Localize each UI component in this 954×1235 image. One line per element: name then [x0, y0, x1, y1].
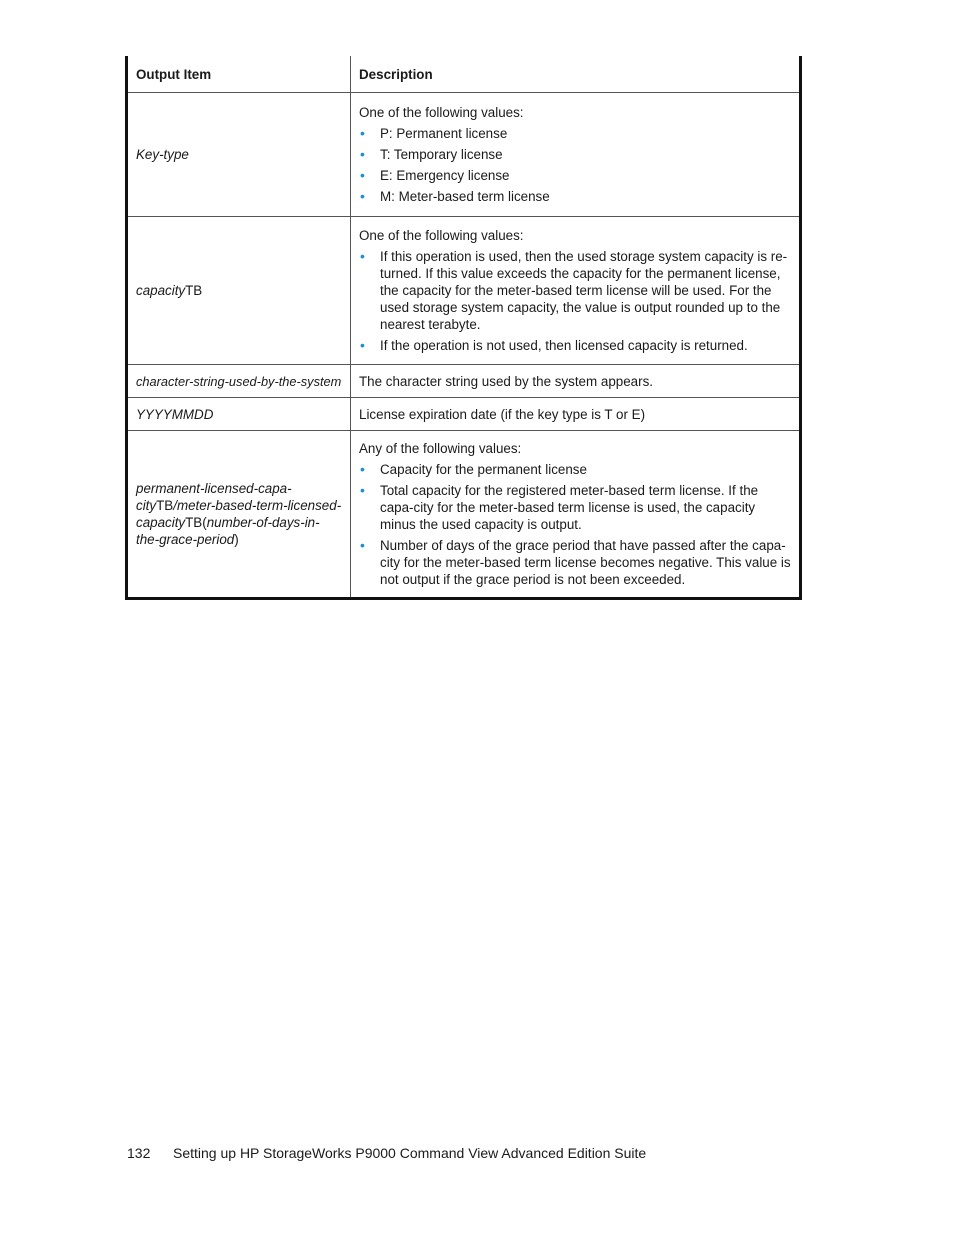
- list-item: • Capacity for the permanent license: [359, 461, 791, 478]
- item-unit: TB: [156, 498, 174, 513]
- item-unit: TB: [185, 515, 203, 530]
- output-item-permanent-licensed-capacity: [127, 431, 351, 599]
- list-item: • Total capacity for the registered meter-based term license. If the capa-city for the meter-based term license is used, the capacity minus the used capacity is output.: [359, 482, 791, 533]
- item-italic-part: /meter-based-term-licensed-capacity: [136, 498, 342, 530]
- item-italic-part: permanent-licensed-capa-city: [136, 481, 292, 513]
- list-item: • Number of days of the grace period that have passed after the capa-city for the meter-based term license becomes negative. This value is not output if the grace period is not been exceeded.: [359, 537, 791, 588]
- page-number: 132: [127, 1145, 151, 1161]
- bullet-list: [359, 461, 791, 588]
- description-intro: One of the following values:: [359, 105, 524, 120]
- description-intro: Any of the following values:: [359, 441, 522, 456]
- description-intro: One of the following values:: [359, 228, 524, 243]
- description-cell: [351, 217, 801, 365]
- description-cell: [351, 431, 801, 599]
- list-item: • M: Meter-based term license: [359, 188, 791, 205]
- output-item-key-type: Key-type: [127, 93, 351, 217]
- header-description: Description: [351, 56, 801, 93]
- page-footer: [127, 1145, 646, 1161]
- list-item: • If the operation is not used, then licensed capacity is returned.: [359, 337, 791, 354]
- table-row: [127, 431, 801, 599]
- table-row: [127, 93, 801, 217]
- output-items-table: [125, 56, 802, 600]
- description-cell: The character string used by the system appears.: [351, 365, 801, 398]
- footer-title: Setting up HP StorageWorks P9000 Command View Advanced Edition Suite: [173, 1145, 647, 1161]
- output-item-capacity: [127, 217, 351, 365]
- item-unit: TB: [185, 283, 203, 298]
- item-paren-open: (: [202, 515, 207, 530]
- list-item: • If this operation is used, then the used storage system capacity is re-turned. If this value exceeds the capacity for the permanent license, the capacity for the meter-based term license will be used. For the used storage system capacity, the value is output rounded up to the nearest terabyte.: [359, 248, 791, 333]
- item-italic-part: number-of-days-in-the-grace-period: [136, 515, 320, 547]
- table-header-row: [127, 56, 801, 93]
- item-paren-close: ): [234, 532, 239, 547]
- table-row: [127, 365, 801, 398]
- description-cell: License expiration date (if the key type is T or E): [351, 398, 801, 431]
- description-cell: [351, 93, 801, 217]
- bullet-list: [359, 248, 791, 354]
- bullet-list: [359, 125, 791, 205]
- output-item-date: YYYYMMDD: [127, 398, 351, 431]
- table-row: [127, 398, 801, 431]
- output-item-character-string: character-string-used-by-the-system: [127, 365, 351, 398]
- table-row: [127, 217, 801, 365]
- item-italic-part: capacity: [136, 283, 186, 298]
- list-item: • P: Permanent license: [359, 125, 791, 142]
- header-output-item: Output Item: [127, 56, 351, 93]
- list-item: • E: Emergency license: [359, 167, 791, 184]
- list-item: • T: Temporary license: [359, 146, 791, 163]
